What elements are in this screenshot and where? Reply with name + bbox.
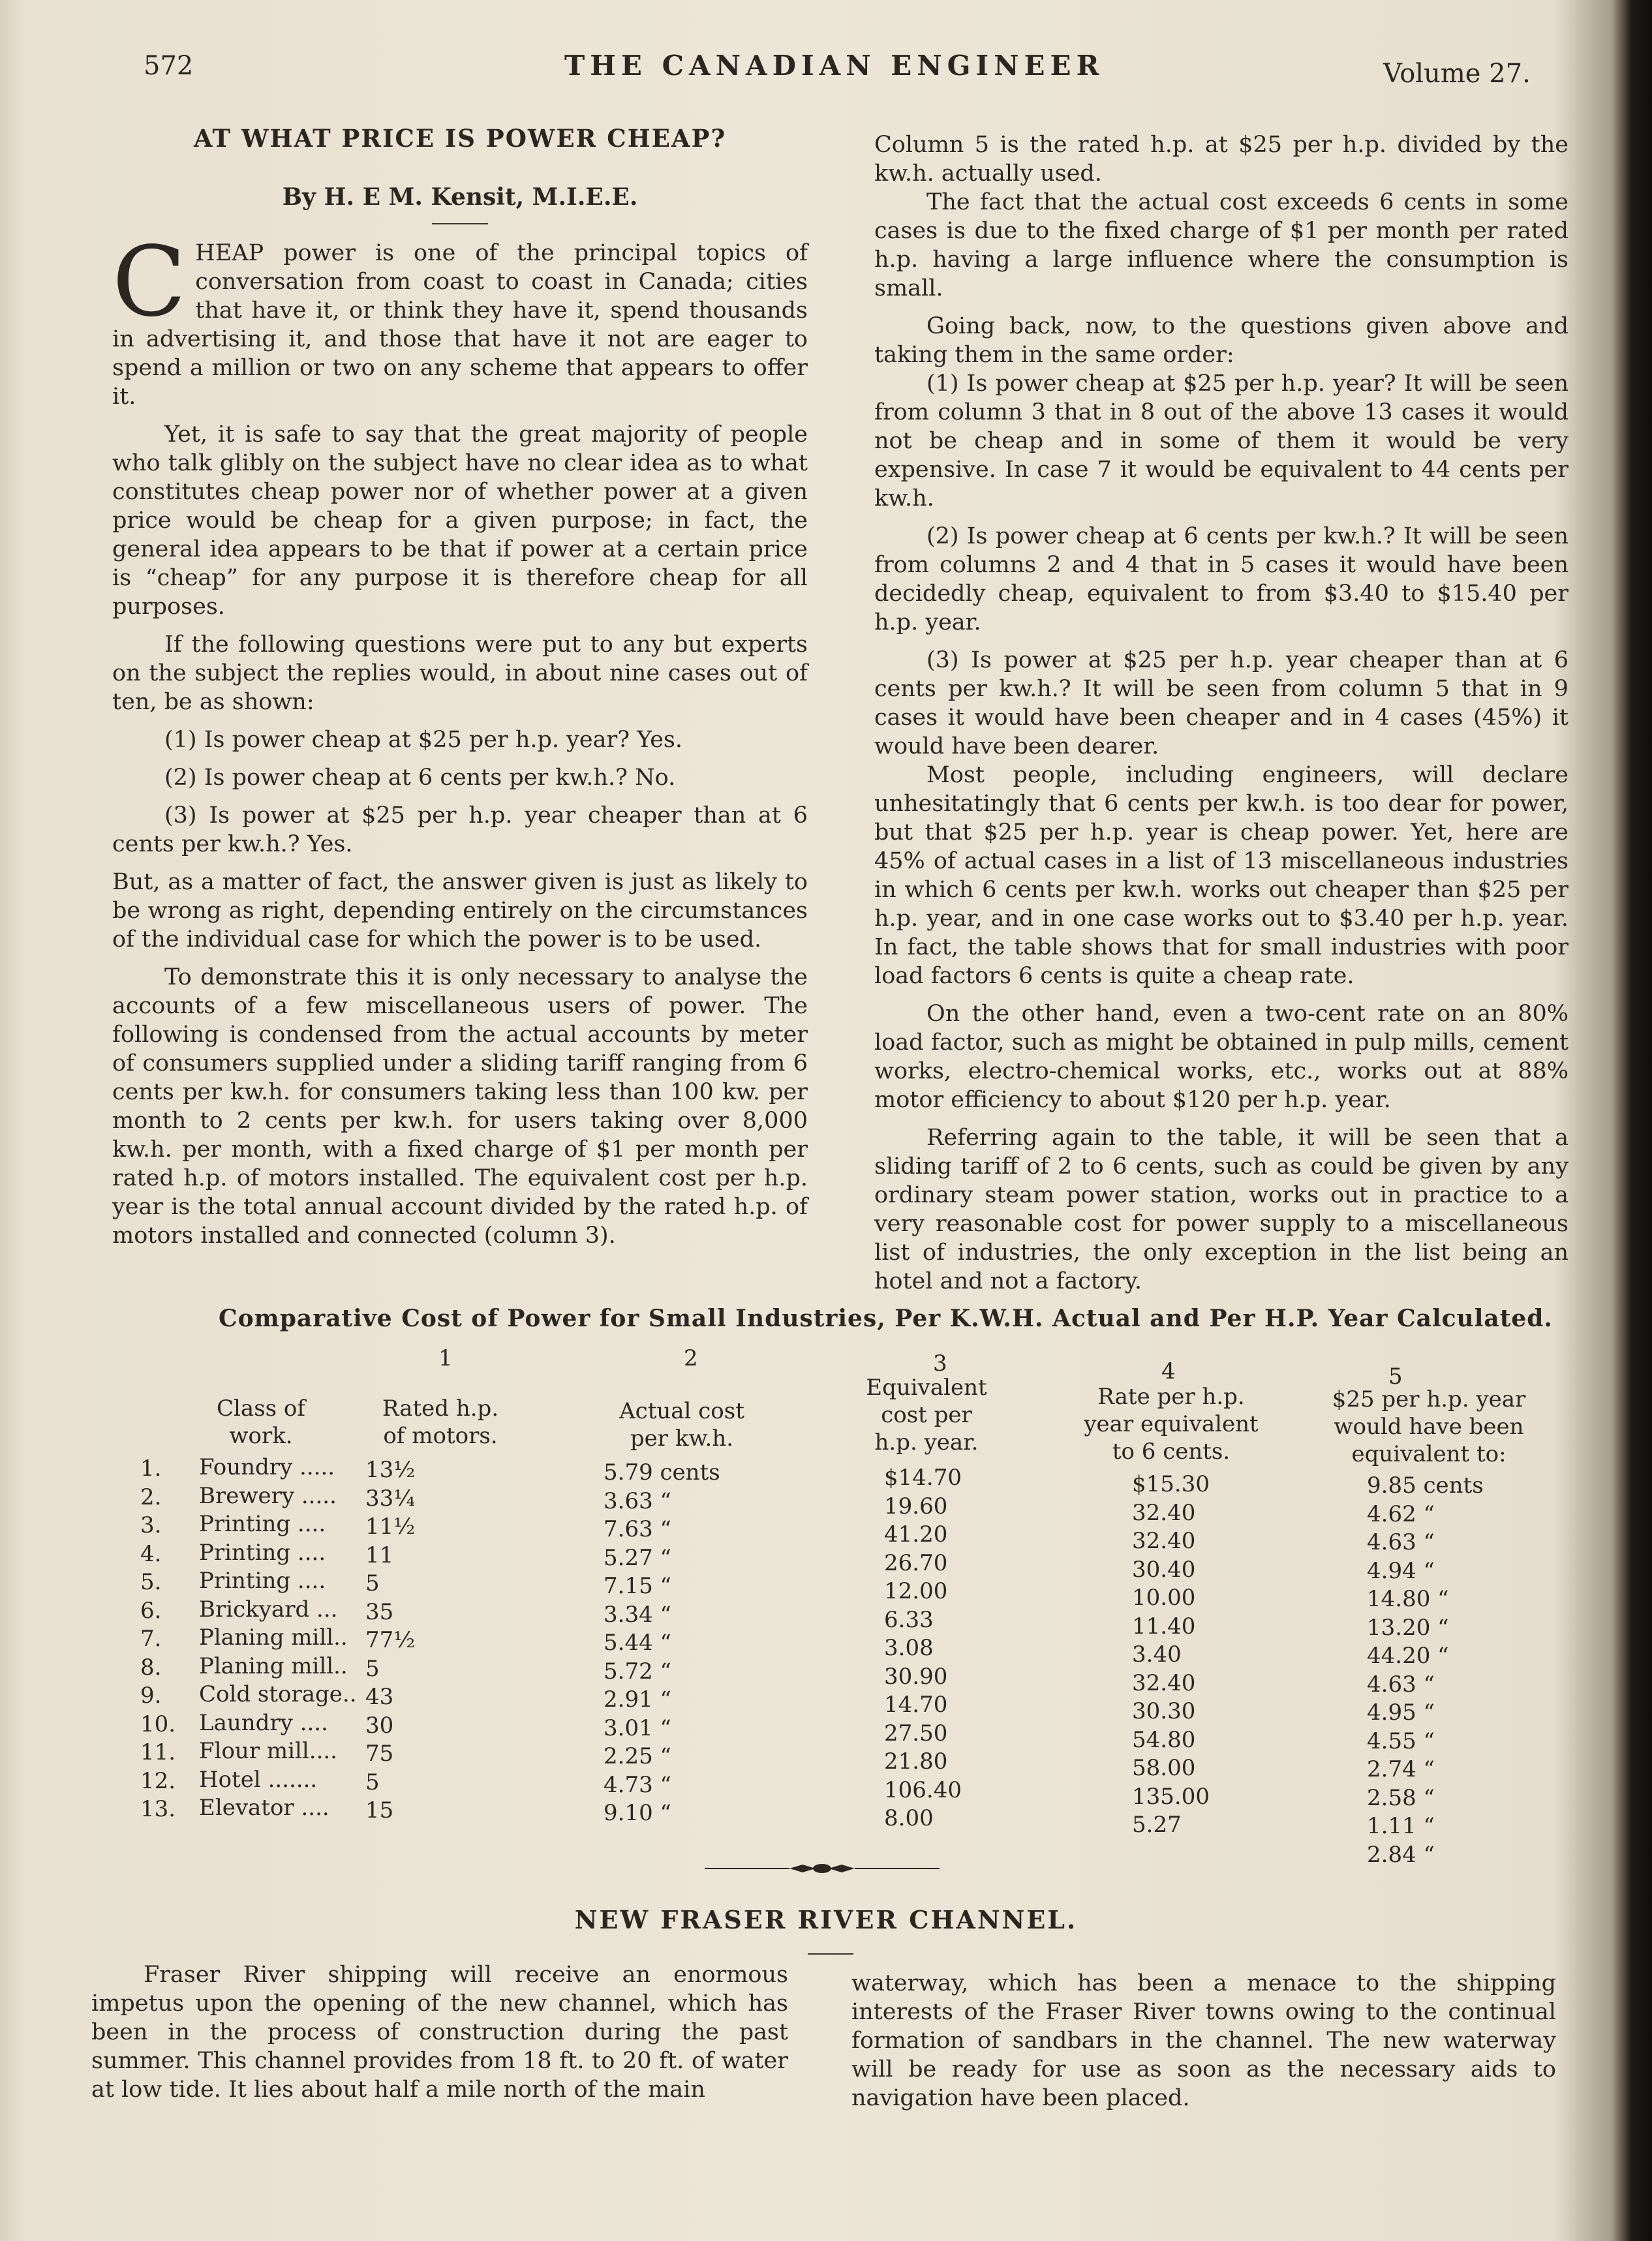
table-cell-no: 8.	[140, 1654, 162, 1681]
table-cell-cls: Laundry ....	[199, 1709, 328, 1736]
table-cell-hp: 5	[365, 1769, 380, 1795]
table-cell-rate: 10.00	[1132, 1585, 1196, 1611]
table-cell-actual: 9.10 “	[604, 1800, 671, 1826]
table-cell-no: 13.	[140, 1796, 176, 1822]
table-cell-no: 6.	[140, 1597, 162, 1624]
table-cell-equiv: 12.00	[884, 1578, 948, 1604]
table-cell-hp: 13½	[365, 1457, 416, 1483]
table-col-number	[140, 1455, 176, 1824]
table-cell-hp: 43	[365, 1684, 394, 1710]
drop-cap: C	[112, 226, 187, 338]
table-cell-no: 10.	[140, 1711, 176, 1737]
table-cell-rate: 32.40	[1132, 1528, 1196, 1554]
table-cell-hp: 30	[365, 1712, 394, 1739]
table-cell-hp: 11	[365, 1542, 394, 1568]
paragraph: The fact that the actual cost exceeds 6 cents in some cases is due to the fixed charge of $1 per month per rated h.p. having a large influence where the consumption is small.	[874, 189, 1568, 301]
column-number: 5	[1388, 1364, 1403, 1390]
table-title: Comparative Cost of Power for Small Industries, Per K.W.H. Actual and Per H.P. Year Calculated.	[219, 1305, 1553, 1332]
table-cell-no: 12.	[140, 1767, 176, 1794]
table-cell-no: 3.	[140, 1512, 162, 1538]
table-cell-actual: 2.25 “	[604, 1743, 671, 1769]
header-rate-equivalent: Rate per h.p. year equivalent to 6 cents.	[1084, 1384, 1259, 1465]
table-cell-hp: 35	[365, 1598, 394, 1625]
paragraph: On the other hand, even a two-cent rate on an 80% load factor, such as might be obtained in pulp mills, cement works, electro-chemical works, etc., works out at 88% motor efficiency to about $120 per h.p. year.	[874, 1001, 1568, 1113]
table-cell-at25: 44.20 “	[1367, 1643, 1449, 1669]
table-cell-no: 2.	[140, 1484, 162, 1510]
table-cell-no: 4.	[140, 1540, 162, 1567]
table-cell-equiv: 3.08	[884, 1635, 934, 1661]
table-cell-at25: 1.11 “	[1367, 1813, 1435, 1839]
table-cell-at25: 2.58 “	[1367, 1784, 1435, 1811]
table-cell-cls: Printing ....	[199, 1511, 326, 1537]
table-cell-hp: 11½	[365, 1514, 416, 1540]
running-header	[0, 47, 1652, 89]
table-cell-actual: 3.01 “	[604, 1715, 671, 1741]
table-cell-cls: Brickyard ...	[199, 1596, 338, 1623]
table-cell-equiv: 41.20	[884, 1521, 948, 1547]
column-number: 1	[438, 1345, 453, 1371]
table-cell-equiv: 106.40	[884, 1776, 962, 1803]
table-cell-no: 1.	[140, 1456, 162, 1482]
table-cell-rate: 54.80	[1132, 1726, 1196, 1753]
table-col-25-equivalent	[1367, 1472, 1484, 1869]
table-cell-at25: 4.63 “	[1367, 1529, 1435, 1555]
table-cell-equiv: 21.80	[884, 1748, 948, 1775]
article-byline: By H. E M. Kensit, M.I.E.E.	[282, 183, 638, 211]
table-cell-equiv: 14.70	[884, 1692, 948, 1718]
header-equivalent-cost: Equivalent cost per h.p. year.	[866, 1375, 987, 1456]
table-cell-rate: 32.40	[1132, 1669, 1196, 1696]
table-cell-equiv: 19.60	[884, 1493, 948, 1519]
paragraph: Referring again to the table, it will be seen that a sliding tariff of 2 to 6 cents, such as could be given by any ordinary steam power station, works out in practice to a very reasonable cost for power supply to a miscellaneous list of industries, the only exception in the list being an hotel and not a factory.	[874, 1125, 1568, 1294]
table-cell-rate: 11.40	[1132, 1613, 1196, 1639]
table-cell-actual: 3.63 “	[604, 1487, 671, 1514]
table-cell-cls: Hotel .......	[199, 1766, 318, 1793]
column-number: 3	[933, 1350, 947, 1377]
header-class-of-work: Class of work.	[217, 1395, 305, 1449]
table-cell-cls: Planing mill..	[199, 1653, 348, 1679]
header-25-equivalent: $25 per h.p. year would have been equivalent to:	[1332, 1386, 1526, 1467]
table-cell-equiv: 30.90	[884, 1663, 948, 1690]
answer-3: (3) Is power at $25 per h.p. year cheaper than at 6 cents per kw.h.? It will be seen from column 5 that in 9 cases it would have been cheaper and in 4 cases (45%) it would have been dearer.	[874, 647, 1568, 759]
table-cell-at25: 4.63 “	[1367, 1671, 1435, 1698]
table-cell-cls: Elevator ....	[199, 1795, 329, 1821]
table-col-rate	[1132, 1471, 1210, 1840]
table-cell-actual: 5.44 “	[604, 1630, 671, 1656]
table-cell-rate: 30.30	[1132, 1698, 1196, 1724]
table-cell-actual: 5.72 “	[604, 1658, 671, 1685]
paragraph: Column 5 is the rated h.p. at $25 per h.p. divided by the kw.h. actually used.	[874, 132, 1568, 187]
table-cell-actual: 5.27 “	[604, 1544, 671, 1571]
table-cell-equiv: 27.50	[884, 1720, 948, 1746]
table-cell-hp: 75	[365, 1741, 394, 1767]
paragraph: Fraser River shipping will receive an enormous impetus upon the opening of the new channel, which has been in the process of construction during the past summer. This channel provides from 18 ft. to 20 ft. of water at low tide. It lies about half a mile north of the main	[91, 1962, 788, 2103]
page-number: 572	[144, 51, 194, 81]
question-1: (1) Is power cheap at $25 per h.p. year? Yes.	[164, 727, 682, 753]
table-cell-cls: Planing mill..	[199, 1624, 348, 1651]
table-cell-at25: 4.55 “	[1367, 1728, 1435, 1754]
table-cell-rate: 32.40	[1132, 1499, 1196, 1526]
table-cell-actual: 5.79 cents	[604, 1459, 720, 1486]
table-cell-no: 11.	[140, 1739, 176, 1765]
table-cell-hp: 5	[365, 1570, 380, 1596]
table-cell-at25: 4.94 “	[1367, 1557, 1435, 1584]
table-cell-at25: 2.84 “	[1367, 1841, 1435, 1868]
table-cell-rate: 3.40	[1132, 1641, 1182, 1668]
title-divider	[808, 1953, 853, 1955]
paragraph: waterway, which has been a menace to the shipping interests of the Fraser River towns owing to the continual formation of sandbars in the channel. The new waterway will be ready for use as soon as the necessary aids to navigation have been placed.	[851, 1970, 1556, 2111]
table-col-equivalent	[884, 1464, 962, 1833]
table-cell-rate: $15.30	[1132, 1471, 1210, 1497]
table-cell-hp: 33¼	[365, 1485, 416, 1512]
table-cell-cls: Flour mill....	[199, 1738, 337, 1764]
column-number: 4	[1161, 1358, 1176, 1384]
table-cell-hp: 77½	[365, 1627, 416, 1653]
ornament-divider	[705, 1861, 940, 1876]
table-cell-actual: 7.63 “	[604, 1516, 671, 1542]
table-cell-actual: 3.34 “	[604, 1601, 671, 1628]
table-cell-at25: 13.20 “	[1367, 1614, 1449, 1641]
table-cell-equiv: $14.70	[884, 1465, 962, 1491]
article2-title: NEW FRASER RIVER CHANNEL.	[574, 1905, 1078, 1934]
table-cell-rate: 5.27	[1132, 1812, 1182, 1838]
article-column-right	[874, 130, 1568, 1296]
table-cell-no: 5.	[140, 1569, 162, 1595]
article-title: AT WHAT PRICE IS POWER CHEAP?	[193, 124, 727, 153]
table-cell-cls: Brewery .....	[199, 1482, 337, 1509]
table-cell-cls: Printing ....	[199, 1568, 326, 1594]
paragraph: But, as a matter of fact, the answer given is just as likely to be wrong as right, depending entirely on the circumstances of the individual case for which the power is to be used.	[112, 869, 808, 953]
table-cell-actual: 4.73 “	[604, 1771, 671, 1798]
table-cell-equiv: 8.00	[884, 1805, 934, 1831]
table-cell-at25: 4.95 “	[1367, 1700, 1435, 1726]
table-cell-rate: 135.00	[1132, 1783, 1210, 1810]
question-3: (3) Is power at $25 per h.p. year cheaper than at 6 cents per kw.h.? Yes.	[112, 802, 808, 857]
table-col-actual-cost	[604, 1459, 720, 1828]
table-cell-no: 9.	[140, 1683, 162, 1709]
table-cell-no: 7.	[140, 1626, 162, 1652]
table-cell-rate: 58.00	[1132, 1755, 1196, 1781]
paragraph: To demonstrate this it is only necessary to analyse the accounts of a few miscellaneous users of power. The following is condensed from the actual accounts by meter of consumers supplied under a sliding tariff ranging from 6 cents per kw.h. for consumers taking less than 100 kw. per month to 2 cents per kw.h. for users taking over 8,000 kw.h. per month, with a fixed charge of $1 per month per rated h.p. of motors installed. The equivalent cost per h.p. year is the total annual account divided by the rated h.p. of motors installed and connected (column 3).	[112, 964, 808, 1249]
article2-column-right	[851, 1969, 1556, 2112]
table-cell-equiv: 26.70	[884, 1549, 948, 1576]
paragraph: Going back, now, to the questions given above and taking them in the same order:	[874, 313, 1568, 368]
table-cell-cls: Cold storage..	[199, 1681, 357, 1707]
answer-2: (2) Is power cheap at 6 cents per kw.h.? It will be seen from columns 2 and 4 that in 5 cases it would have been decidedly cheap, equivalent to from $3.40 to $15.40 per h.p. year.	[874, 523, 1568, 635]
paragraph: CHEAP power is one of the principal topics of conversation from coast to coast in Canada; cities that have it, or think they have it, spend thousands in advertising it, and those that have it not are eager to spend a million or two on any scheme that appears to offer it.	[112, 226, 808, 410]
paragraph: Yet, it is safe to say that the great majority of people who talk glibly on the subject have no clear idea as to what constitutes cheap power nor of whether power at a given price would be cheap for a given purpose; in fact, the general idea appears to be that if power at a certain price is “cheap” for any purpose it is therefore cheap for all purposes.	[112, 421, 808, 620]
question-2: (2) Is power cheap at 6 cents per kw.h.? No.	[164, 765, 676, 791]
table-cell-at25: 2.74 “	[1367, 1756, 1435, 1782]
header-rated-hp: Rated h.p. of motors.	[382, 1395, 499, 1449]
article-column-left	[112, 124, 808, 1250]
paragraph: Most people, including engineers, will declare unhesitatingly that 6 cents per kw.h. is too dear for power, but that $25 per h.p. year is cheap power. Yet, here are 45% of actual cases in a list of 13 miscellaneous industries in which 6 cents per kw.h. works out cheaper than $25 per h.p. year, and in one case works out to $3.40 per h.p. year. In fact, the table shows that for small industries with poor load factors 6 cents is quite a cheap rate.	[874, 762, 1568, 989]
title-divider	[432, 223, 488, 224]
answer-1: (1) Is power cheap at $25 per h.p. year? It will be seen from column 3 that in 8 out of the above 13 cases it would not be cheap and in some of them it would be very expensive. In case 7 it would be equivalent to 44 cents per kw.h.	[874, 371, 1568, 511]
table-col-class	[199, 1454, 357, 1823]
table-cell-actual: 7.15 “	[604, 1573, 671, 1599]
volume-label: Volume 27.	[1383, 59, 1531, 89]
column-number: 2	[684, 1345, 698, 1371]
table-cell-cls: Foundry .....	[199, 1454, 335, 1480]
journal-title: THE CANADIAN ENGINEER	[564, 50, 1105, 82]
table-cell-hp: 15	[365, 1797, 394, 1823]
table-col-rated-hp	[365, 1456, 415, 1825]
table-cell-equiv: 6.33	[884, 1606, 934, 1633]
paragraph: If the following questions were put to any but experts on the subject the replies would, in about nine cases out of ten, be as shown:	[112, 632, 808, 715]
article2-column-left	[91, 1960, 788, 2104]
table-cell-actual: 2.91 “	[604, 1686, 671, 1713]
table-cell-at25: 14.80 “	[1367, 1586, 1449, 1612]
table-cell-at25: 4.62 “	[1367, 1501, 1435, 1527]
table-cell-rate: 30.40	[1132, 1556, 1196, 1583]
table-cell-at25: 9.85 cents	[1367, 1472, 1484, 1499]
header-actual-cost: Actual cost per kw.h.	[619, 1398, 744, 1452]
table-cell-cls: Printing ....	[199, 1539, 326, 1566]
table-cell-hp: 5	[365, 1655, 380, 1682]
